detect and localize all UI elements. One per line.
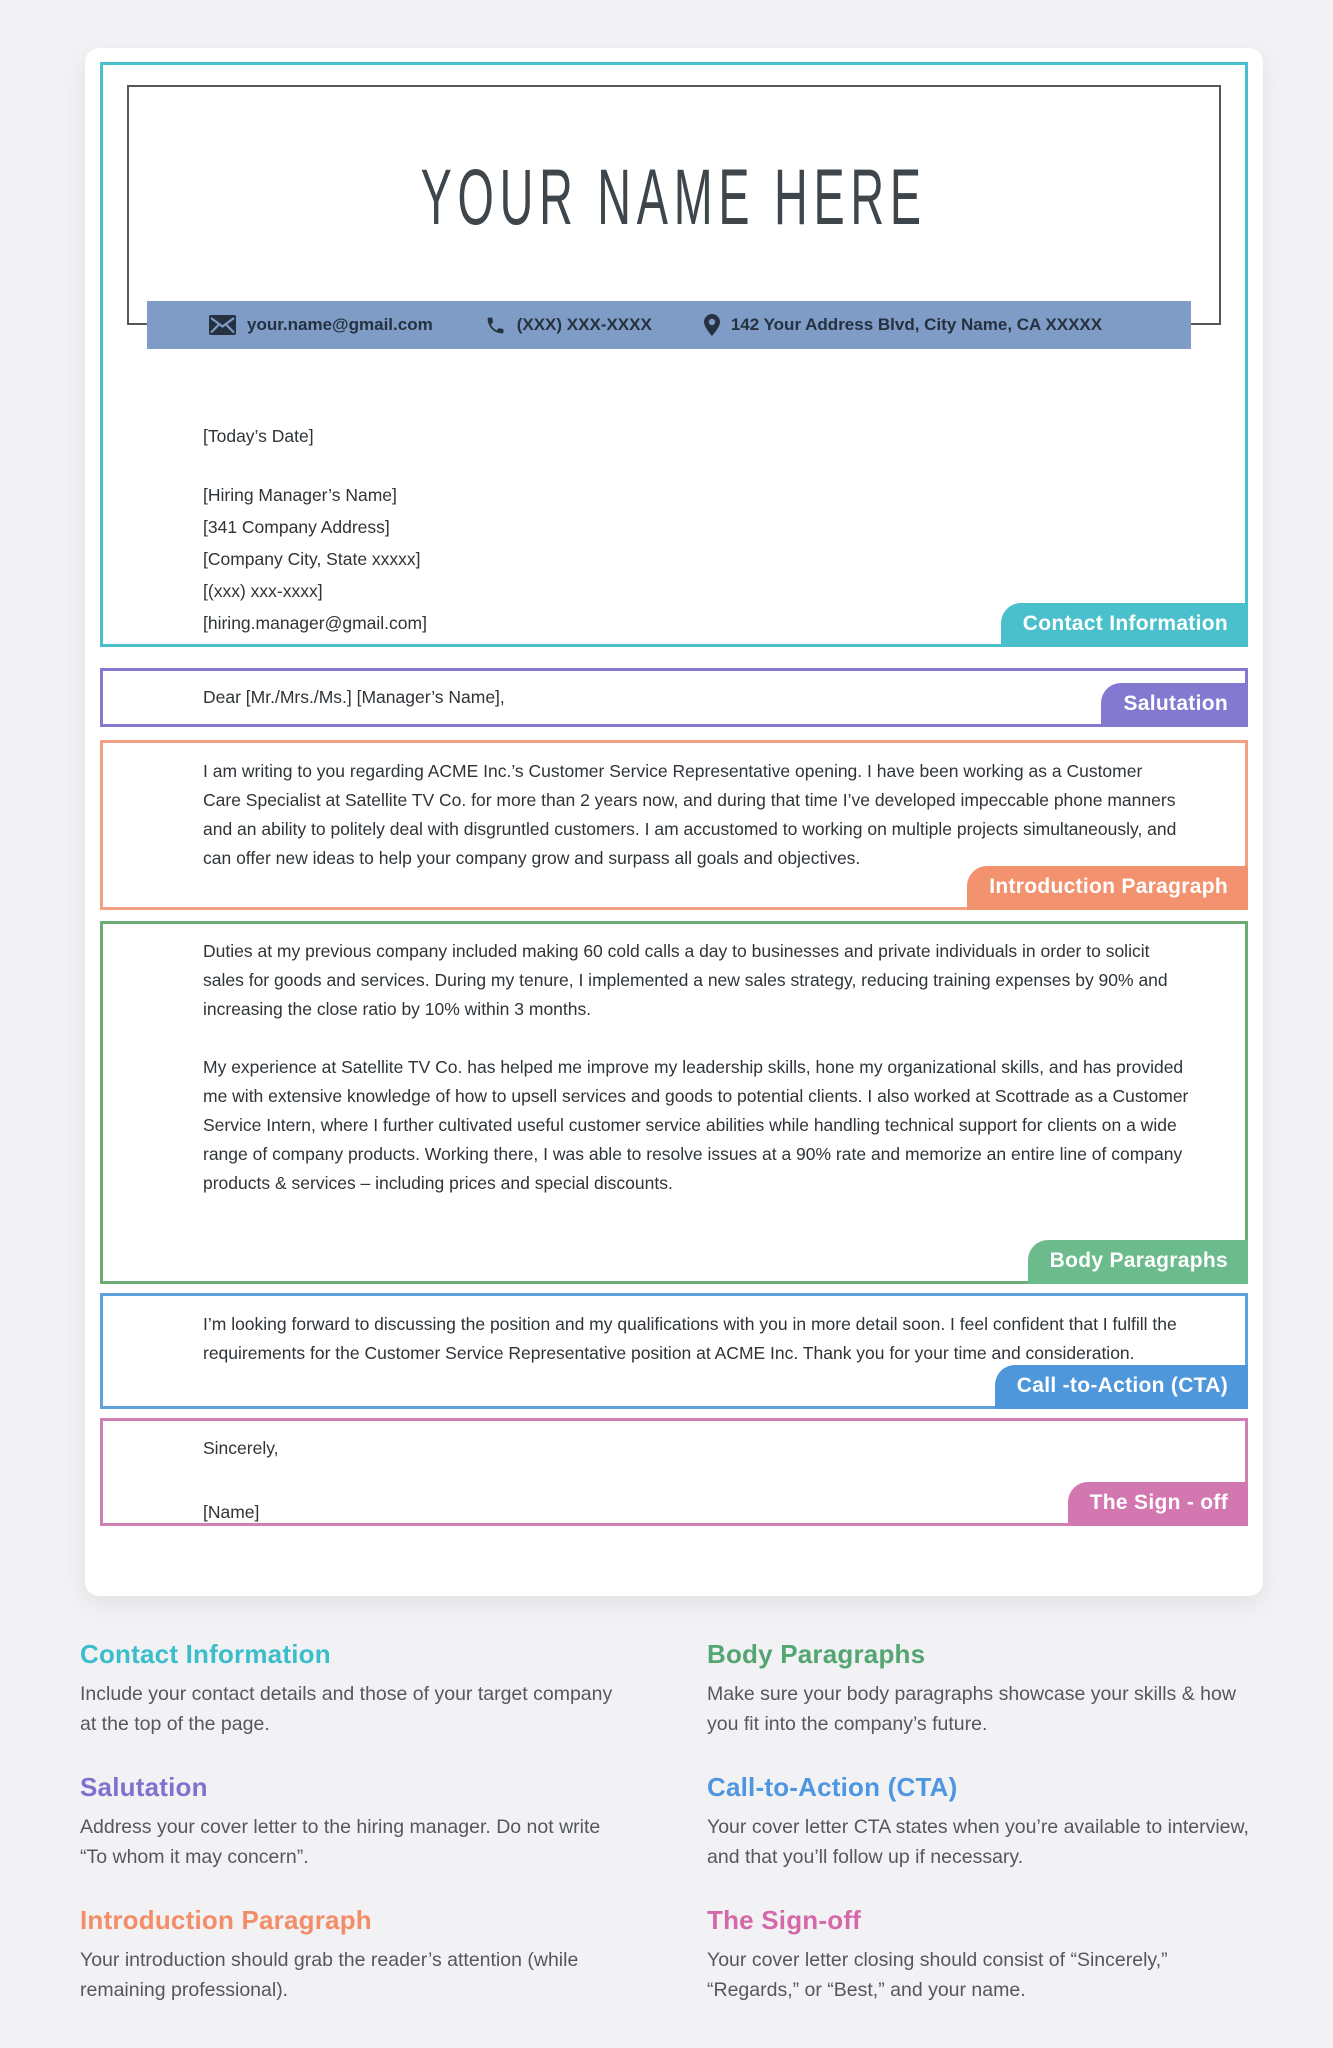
contact-bar-phone <box>485 315 652 336</box>
guide-text: Include your contact details and those of your target company at the top of the page. <box>80 1683 613 1735</box>
phone-icon <box>485 315 506 336</box>
guide-title: Introduction Paragraph <box>80 1905 372 1935</box>
legend-guide <box>80 1639 1252 2005</box>
guide-introduction-paragraph <box>80 1905 625 2005</box>
guide-text: Make sure your body paragraphs showcase your skills & how you fit into the company’s future. <box>707 1683 1236 1735</box>
sign-off-badge: The Sign - off <box>1068 1482 1248 1526</box>
contact-bar-email <box>209 315 433 335</box>
contact-bar-address-text: 142 Your Address Blvd, City Name, CA XXXXX <box>730 315 1103 334</box>
body-paragraphs-badge: Body Paragraphs <box>1028 1240 1248 1284</box>
recipient-line: [Hiring Manager’s Name] <box>203 485 397 505</box>
envelope-icon <box>209 315 236 335</box>
contact-bar-address <box>704 314 1102 336</box>
guide-salutation <box>80 1772 625 1872</box>
sign-off-closing: Sincerely, <box>203 1438 279 1458</box>
contact-information-badge: Contact Information <box>1001 603 1248 647</box>
salutation-badge: Salutation <box>1101 683 1248 727</box>
guide-title: Salutation <box>80 1772 208 1802</box>
guide-text: Your cover letter closing should consist of “Sincerely,” “Regards,” or “Best,” and your name. <box>707 1949 1168 2001</box>
body-paragraph-2: My experience at Satellite TV Co. has helped me improve my leadership skills, hone my organizational skills, and has provided me with extensive knowledge of how to upsell services and goods to potential clients. I also worked at Scottrade as a Customer Service Intern, where I further cultivated useful customer service abilities while handling technical support for clients on a wide range of company products. Working there, I was able to resolve issues at a 90% rate and memorize an entire line of company products & services – including prices and special discounts. <box>203 1057 1189 1193</box>
guide-title: Contact Information <box>80 1639 331 1669</box>
contact-bar <box>147 301 1191 349</box>
letter-header-box <box>127 85 1221 334</box>
section-contact-information <box>100 62 1248 647</box>
location-pin-icon <box>704 314 720 336</box>
section-call-to-action <box>100 1293 1248 1409</box>
section-sign-off <box>100 1418 1248 1526</box>
body-paragraph-1: Duties at my previous company included making 60 cold calls a day to businesses and private individuals in order to solicit sales for goods and services. During my tenure, I implemented a new sales strategy, reducing training expenses by 90% and increasing the close ratio by 10% within 3 months. <box>203 941 1168 1019</box>
contact-bar-phone-text: (XXX) XXX-XXXX <box>516 315 652 334</box>
recipient-line: [hiring.manager@gmail.com] <box>203 613 427 633</box>
section-introduction-paragraph <box>100 740 1248 910</box>
guide-text: Your introduction should grab the reader’s attention (while remaining professional). <box>80 1949 579 2001</box>
annotated-letter <box>85 48 1263 1526</box>
recipient-line: [Company City, State xxxxx] <box>203 549 421 569</box>
contact-bar-email-text: your.name@gmail.com <box>247 315 433 334</box>
introduction-paragraph-text: I am writing to you regarding ACME Inc.’s Customer Service Representative opening. I have been working as a Customer Care Specialist at Satellite TV Co. for more than 2 years now, and during that time I’ve developed impeccable phone manners and an ability to politely deal with disgruntled customers. I am accustomed to working on multiple projects simultaneously, and can offer new ideas to help your company grow and surpass all goals and objectives. <box>203 761 1177 868</box>
guide-text: Address your cover letter to the hiring manager. Do not write “To whom it may concern”. <box>80 1816 601 1868</box>
call-to-action-text: I’m looking forward to discussing the position and my qualifications with you in more detail soon. I feel confident that I fulfill the requirements for the Customer Service Representative position at ACME Inc. Thank you for your time and consideration. <box>203 1314 1177 1363</box>
introduction-paragraph-badge: Introduction Paragraph <box>967 866 1248 910</box>
letter-name-heading: YOUR NAME HERE <box>420 153 928 243</box>
guide-contact-information <box>80 1639 625 1739</box>
guide-title: The Sign-off <box>707 1905 862 1935</box>
section-salutation <box>100 668 1248 727</box>
call-to-action-badge: Call -to-Action (CTA) <box>995 1365 1248 1409</box>
sign-off-name: [Name] <box>203 1502 260 1522</box>
guide-text: Your cover letter CTA states when you’re available to interview, and that you’ll follow up if necessary. <box>707 1816 1249 1868</box>
section-body-paragraphs <box>100 921 1248 1284</box>
guide-body-paragraphs <box>707 1639 1252 1739</box>
guide-sign-off <box>707 1905 1252 2005</box>
recipient-line: [(xxx) xxx-xxxx] <box>203 581 323 601</box>
guide-title: Body Paragraphs <box>707 1639 926 1669</box>
salutation-text: Dear [Mr./Mrs./Ms.] [Manager’s Name], <box>203 687 505 707</box>
todays-date-line: [Today’s Date] <box>203 426 314 446</box>
guide-title: Call-to-Action (CTA) <box>707 1772 958 1802</box>
cover-letter-card <box>85 48 1263 1596</box>
guide-call-to-action <box>707 1772 1252 1872</box>
recipient-line: [341 Company Address] <box>203 517 390 537</box>
